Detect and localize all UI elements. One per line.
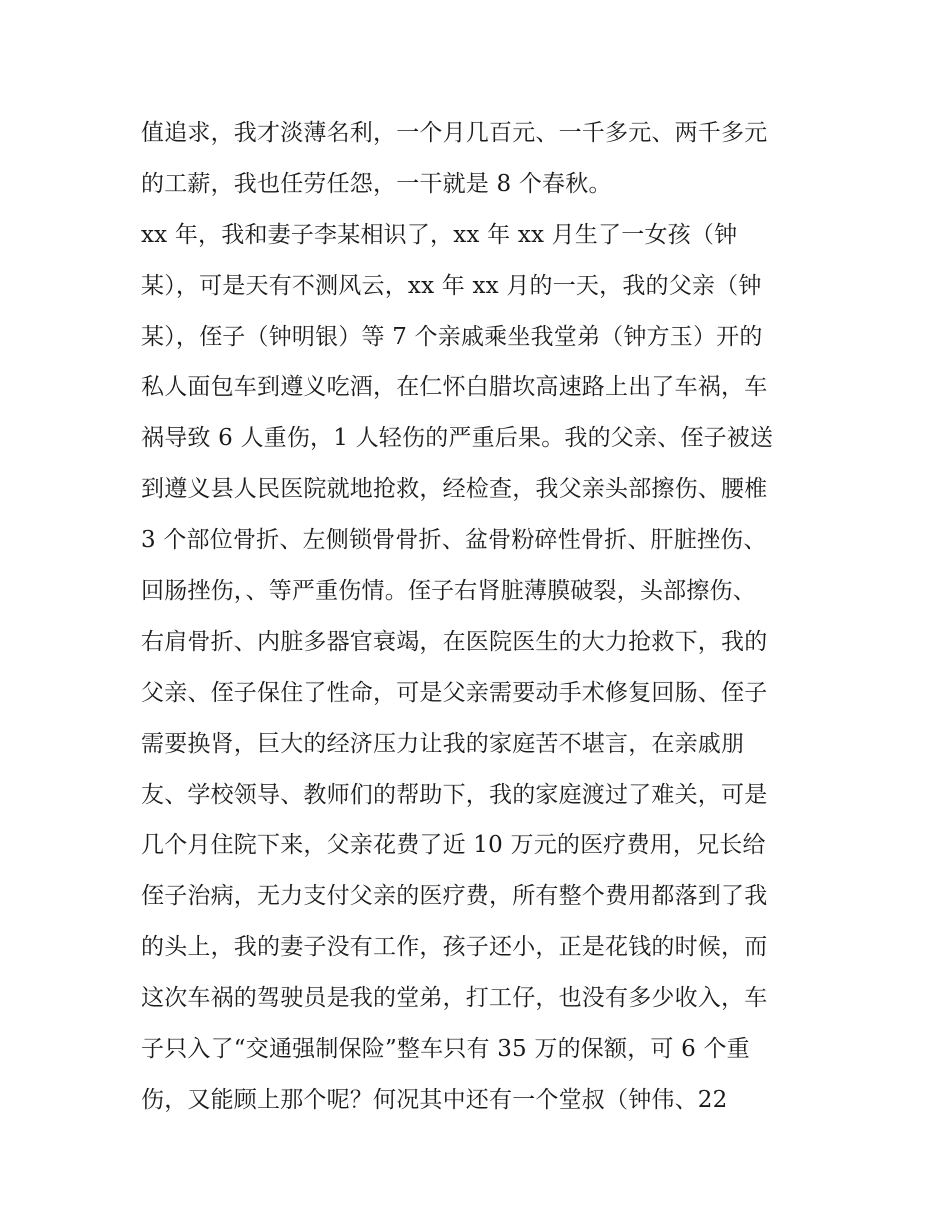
text-line: 回肠挫伤，、等严重伤情。侄子右肾脏薄膜破裂，头部擦伤、 (141, 578, 756, 605)
text-line: 某），侄子（钟明银）等 7 个亲戚乘坐我堂弟（钟方玉）开的 (141, 323, 763, 350)
text-line: 祸导致 6 人重伤，1 人轻伤的严重后果。我的父亲、侄子被送 (141, 425, 774, 452)
text-line: 的工薪，我也任劳任怨，一干就是 8 个春秋。 (141, 170, 612, 197)
text-line: 到遵义县人民医院就地抢救，经检查，我父亲头部擦伤、腰椎 (141, 476, 768, 503)
text-line: 值追求，我才淡薄名利，一个月几百元、一千多元、两千多元 (141, 120, 768, 146)
text-line: 几个月住院下来，父亲花费了近 10 万元的医疗费用，兄长给 (141, 832, 766, 859)
text-line: 这次车祸的驾驶员是我的堂弟，打工仔，也没有多少收入，车 (141, 985, 768, 1012)
text-line: 侄子治病，无力支付父亲的医疗费，所有整个费用都落到了我 (141, 883, 768, 910)
text-line: 右肩骨折、内脏多器官衰竭，在医院医生的大力抢救下，我的 (141, 628, 768, 655)
body-text (141, 108, 831, 1126)
text-line: 子只入了“交通强制保险”整车只有 35 万的保额，可 6 个重 (141, 1036, 750, 1063)
text-line: 友、学校领导、教师们的帮助下，我的家庭渡过了难关，可是 (141, 781, 768, 808)
text-line: 的头上，我的妻子没有工作，孩子还小，正是花钱的时候，而 (141, 934, 768, 961)
text-line: 伤，又能顾上那个呢？何况其中还有一个堂叔（钟伟、22 (141, 1086, 728, 1113)
text-line: 需要换肾，巨大的经济压力让我的家庭苦不堪言，在亲戚朋 (141, 730, 745, 757)
text-line: 某），可是天有不测风云，xx 年 xx 月的一天，我的父亲（钟 (141, 272, 762, 299)
text-line: 私人面包车到遵义吃酒，在仁怀白腊坎高速路上出了车祸，车 (141, 374, 768, 401)
text-line: 3 个部位骨折、左侧锁骨骨折、盆骨粉碎性骨折、肝脏挫伤、 (141, 527, 767, 554)
text-line: 父亲、侄子保住了性命，可是父亲需要动手术修复回肠、侄子 (141, 679, 768, 706)
text-line: xx 年，我和妻子李某相识了，xx 年 xx 月生了一女孩（钟 (141, 221, 738, 248)
